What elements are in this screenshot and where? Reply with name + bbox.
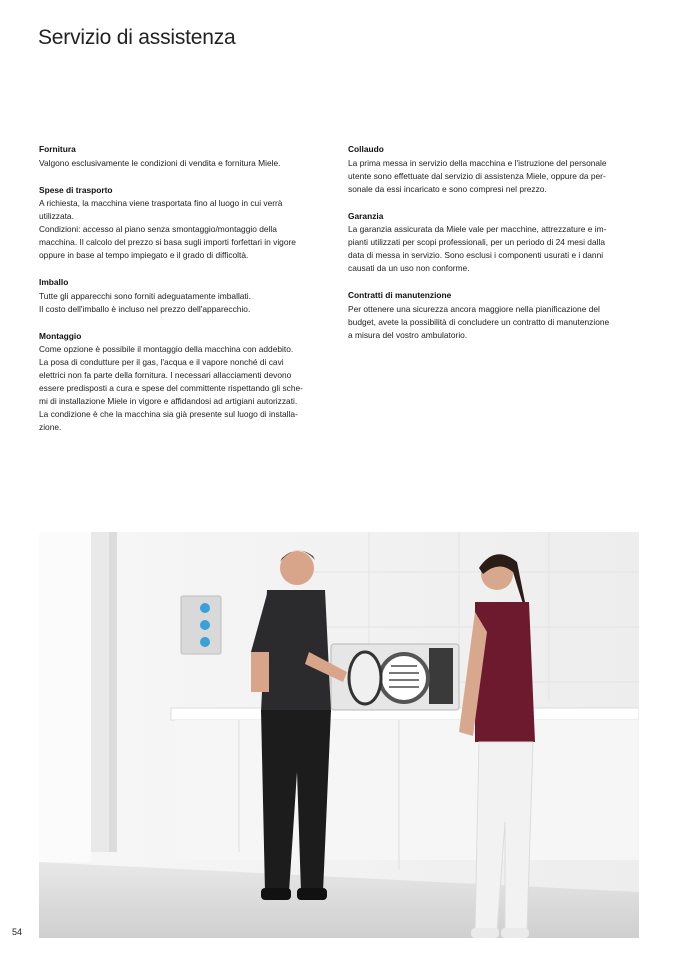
section-heading: Montaggio (39, 330, 82, 341)
body-line: A richiesta, la macchina viene trasportata fino al luogo in cui verrà (39, 198, 283, 208)
section-collaudo (348, 143, 648, 196)
section-body (39, 343, 339, 434)
section-heading: Imballo (39, 277, 69, 287)
section-heading: Spese di trasporto (39, 184, 113, 195)
body-line: pianti utilizzati per scopi professionali, per un periodo di 24 mesi dalla (348, 237, 605, 247)
body-line: Condizioni: accesso al piano senza smontaggio/montaggio della (39, 224, 277, 234)
section-montaggio (39, 330, 339, 435)
body-line: elettrici non fa parte della fornitura. I necessari allacciamenti devono (39, 370, 292, 380)
section-body (348, 157, 648, 196)
page-number: 54 (12, 927, 23, 937)
body-line: mi di installazione Miele in vigore e affidandosi ad artigiani autorizzati. (39, 396, 298, 406)
section-body (348, 303, 648, 342)
section-heading: Fornitura (39, 144, 76, 154)
section-body (39, 197, 339, 262)
body-line: budget, avete la possibilità di concludere un contratto di manutenzione (348, 316, 610, 327)
body-line: utilizzata. (39, 211, 74, 221)
body-line: data di messa in servizio. Sono esclusi i componenti usurati e i danni (348, 250, 604, 260)
body-line: La posa di condutture per il gas, l'acqua e il vapore nonché di cavi (39, 357, 284, 367)
body-line: essere predisposti a cura e spese del committente rispettando gli sche- (39, 383, 303, 393)
page-title: Servizio di assistenza (38, 26, 236, 49)
left-column (39, 143, 339, 448)
body-line: sonale da essi incaricato e sono compresi nel prezzo. (348, 183, 547, 194)
body-line: Tutte gli apparecchi sono forniti adeguatamente imballati. (39, 290, 251, 301)
section-body (348, 223, 648, 275)
body-line: Per ottenere una sicurezza ancora maggiore nella pianificazione del (348, 303, 600, 314)
body-line: oppure in base al tempo impiegato e il grado di difficoltà. (39, 250, 249, 260)
service-photo-illustration (39, 532, 639, 938)
section-spese-di-trasporto (39, 184, 339, 263)
section-heading: Collaudo (348, 144, 384, 154)
body-line: utente sono effettuate dal servizio di assistenza Miele, oppure da per- (348, 170, 606, 181)
body-line: zione. (39, 422, 62, 432)
body-line: Valgono esclusivamente le condizioni di vendita e fornitura Miele. (39, 157, 281, 168)
body-line: causati da un uso non conforme. (348, 263, 470, 273)
body-line: La condizione è che la macchina sia già presente sul luogo di installa- (39, 409, 298, 419)
section-heading: Garanzia (348, 210, 384, 221)
body-line: a misura del vostro ambulatorio. (348, 329, 468, 340)
section-imballo (39, 276, 339, 316)
service-photo (39, 532, 639, 938)
body-line: macchina. Il calcolo del prezzo si basa sugli importi forfettari in vigore (39, 237, 296, 247)
section-heading: Contratti di manutenzione (348, 290, 452, 300)
section-garanzia (348, 210, 648, 276)
section-contratti-di-manutenzione (348, 289, 648, 342)
body-line: La prima messa in servizio della macchina e l'istruzione del personale (348, 157, 607, 168)
section-body (39, 290, 339, 316)
right-column (348, 143, 648, 356)
body-line: La garanzia assicurata da Miele vale per macchine, attrezzature e im- (348, 224, 607, 234)
section-fornitura (39, 143, 339, 170)
body-line: Come opzione è possibile il montaggio della macchina con addebito. (39, 344, 294, 354)
section-body (39, 157, 339, 170)
body-line: Il costo dell'imballo è incluso nel prezzo dell'apparecchio. (39, 303, 251, 314)
